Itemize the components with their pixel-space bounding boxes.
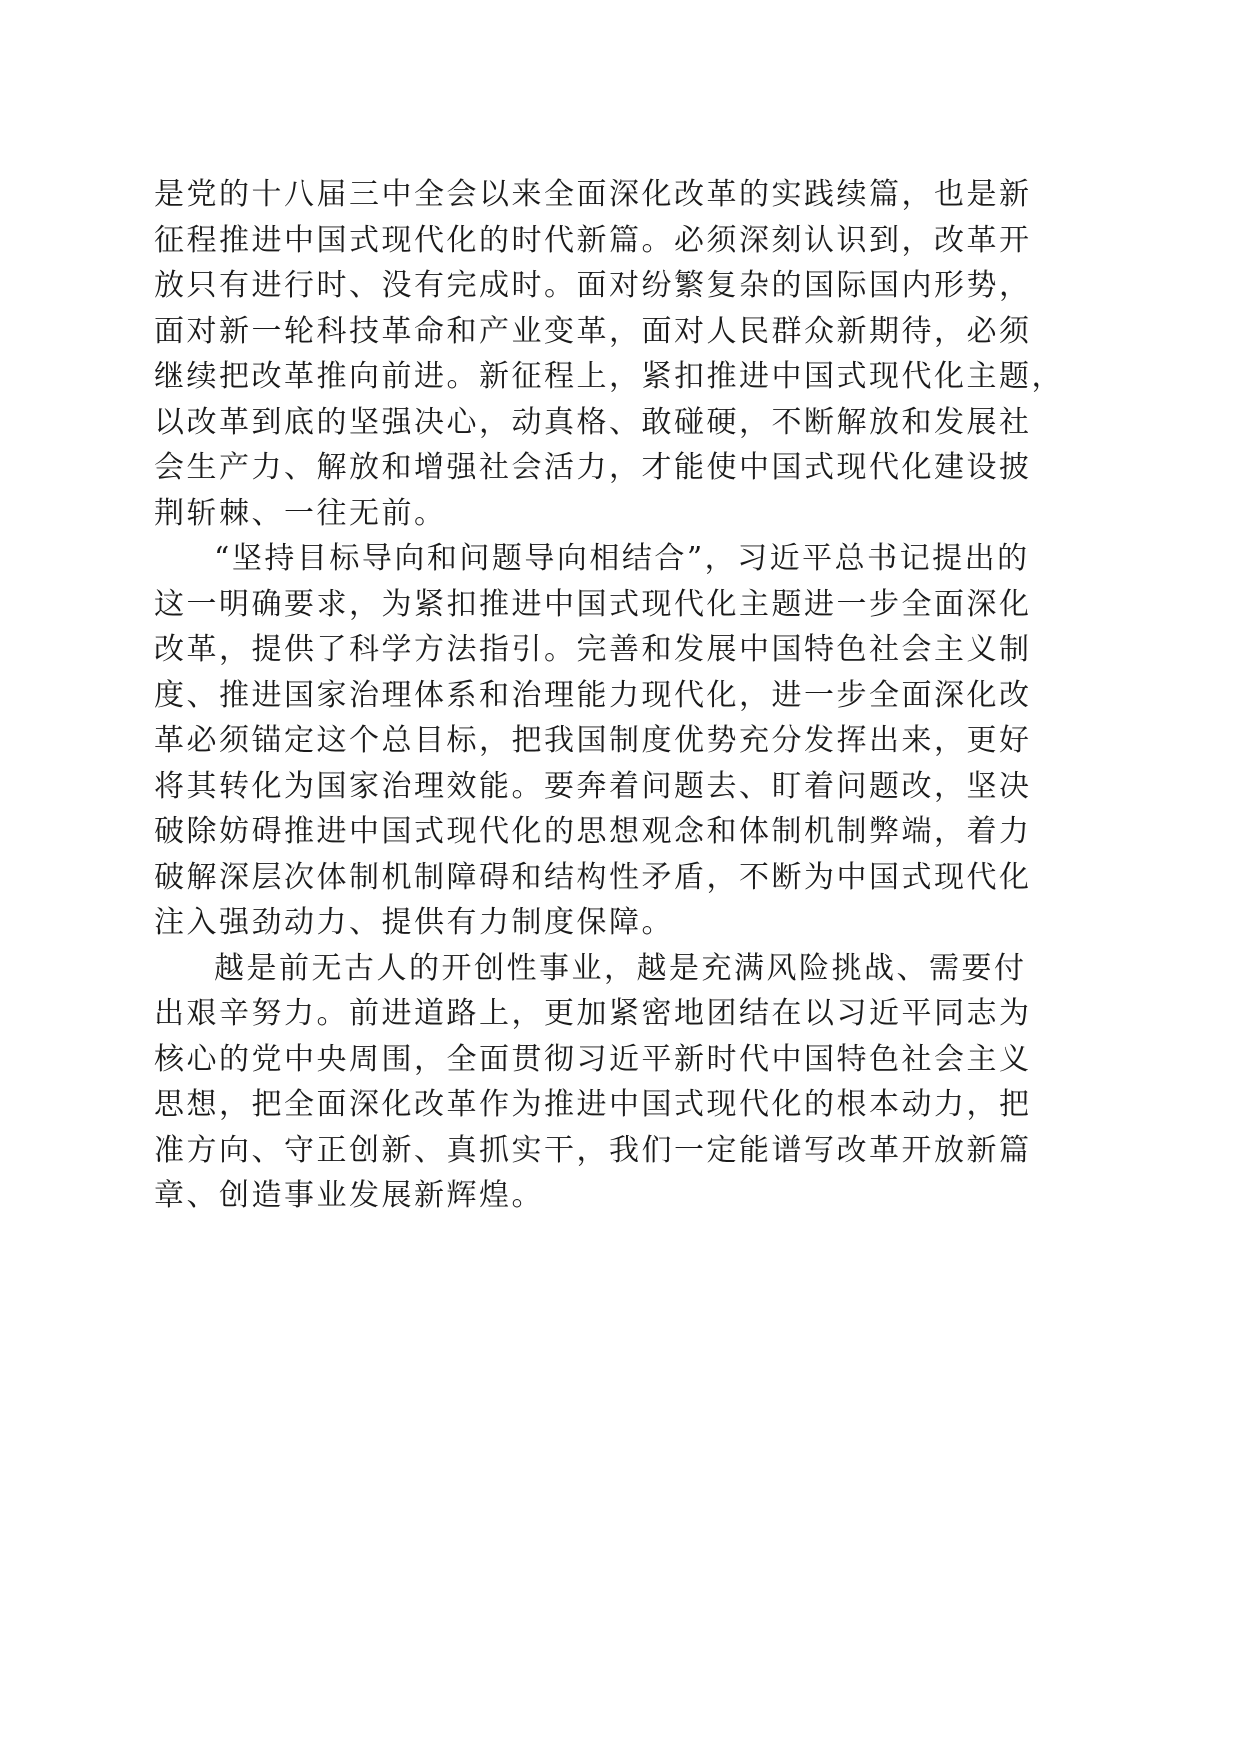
text-line: 这一明确要求，为紧扣推进中国式现代化主题进一步全面深化: [154, 586, 1032, 622]
text-line: 度、推进国家治理体系和治理能力现代化，进一步全面深化改: [154, 677, 1032, 713]
text-line: 会生产力、解放和增强社会活力，才能使中国式现代化建设披: [154, 450, 1032, 485]
text-line: 破除妨碍推进中国式现代化的思想观念和体制机制弊端，着力: [154, 814, 1032, 849]
text-line: 核心的党中央周围，全面贯彻习近平新时代中国特色社会主义: [154, 1041, 1032, 1077]
text-line: 是党的十八届三中全会以来全面深化改革的实践续篇，也是新: [154, 177, 1032, 212]
text-line: 准方向、守正创新、真抓实干，我们一定能谱写改革开放新篇: [154, 1132, 1032, 1168]
text-line: 革必须锚定这个总目标，把我国制度优势充分发挥出来，更好: [154, 723, 1032, 758]
text-line: 出艰辛努力。前进道路上，更加紧密地团结在以习近平同志为: [154, 996, 1032, 1031]
paragraph-1: [154, 172, 1094, 536]
text-line: 章、创造事业发展新辉煌。: [154, 1178, 544, 1213]
text-line: 放只有进行时、没有完成时。面对纷繁复杂的国际国内形势，: [154, 268, 1032, 303]
paragraph-2: [154, 536, 1094, 946]
text-line: 征程推进中国式现代化的时代新篇。必须深刻认识到，改革开: [154, 222, 1032, 258]
text-line: 越是前无古人的开创性事业，越是充满风险挑战、需要付: [214, 950, 1027, 986]
paragraph-3: [154, 946, 1094, 1219]
text-line: 继续把改革推向前进。新征程上，紧扣推进中国式现代化主题，: [154, 359, 1064, 394]
text-line: “坚持目标导向和问题导向相结合”，习近平总书记提出的: [214, 541, 1030, 576]
text-line: 将其转化为国家治理效能。要奔着问题去、盯着问题改，坚决: [154, 768, 1032, 804]
text-line: 破解深层次体制机制障碍和结构性矛盾，不断为中国式现代化: [154, 859, 1032, 895]
text-line: 注入强劲动力、提供有力制度保障。: [154, 905, 674, 940]
text-line: 思想，把全面深化改革作为推进中国式现代化的根本动力，把: [154, 1087, 1032, 1122]
text-line: 改革，提供了科学方法指引。完善和发展中国特色社会主义制: [154, 632, 1032, 667]
document-body: [154, 172, 1094, 1219]
text-line: 荆斩棘、一往无前。: [154, 495, 447, 531]
text-line: 以改革到底的坚强决心，动真格、敢碰硬，不断解放和发展社: [154, 404, 1032, 440]
text-line: 面对新一轮科技革命和产业变革，面对人民群众新期待，必须: [154, 313, 1032, 349]
